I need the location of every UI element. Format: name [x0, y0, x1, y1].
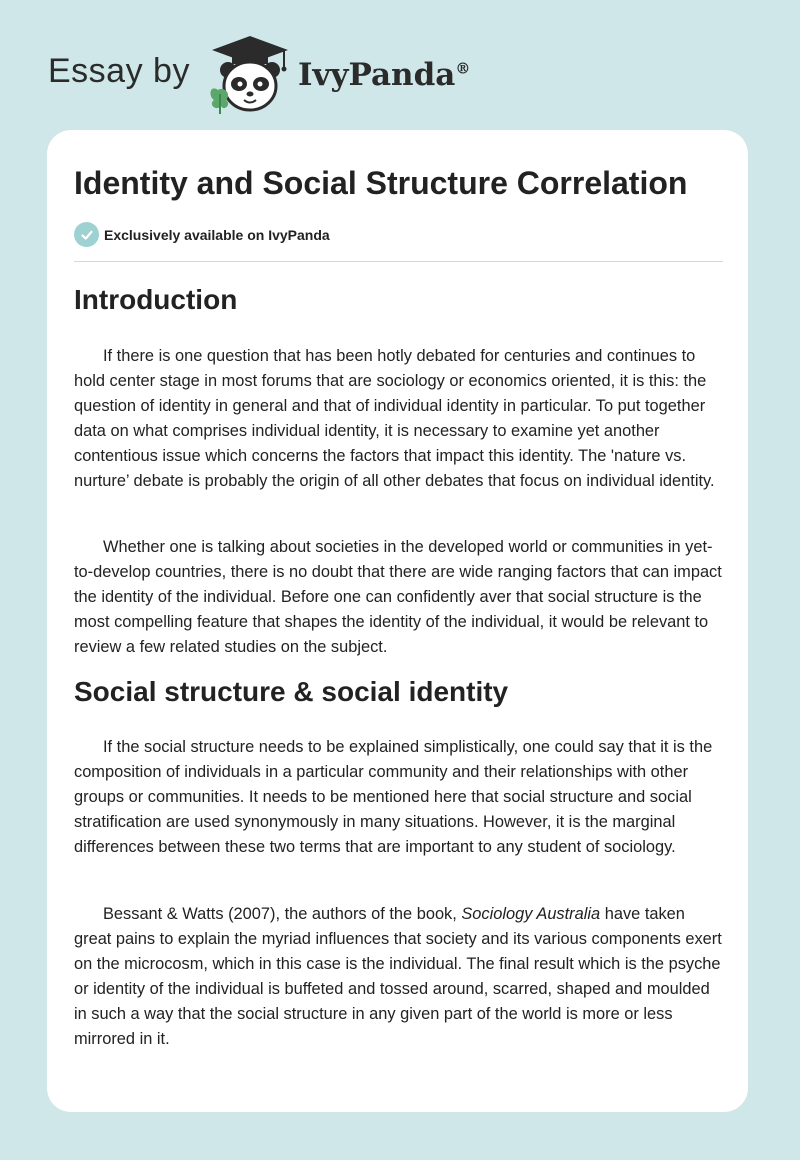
essay-card	[47, 130, 748, 1112]
checkmark-icon	[74, 222, 99, 247]
panda-mascot-icon	[204, 34, 296, 114]
section-heading-introduction: Introduction	[74, 284, 238, 315]
brand-name: IvyPanda®	[297, 57, 471, 93]
paragraph-intro-1: If there is one question that has been hotly debated for centuries and continues to hold center stage in most forums that are sociology or economics oriented, it is this: the question of identity in general and that of individual identity in particular. To put together data on what comprises individual identity, it is necessary to examine yet another contentious issue which concerns the factors that impact this identity. The 'nature vs. nurture’ debate is probably the origin of all other debates that focus on individual identity.	[74, 347, 715, 490]
title-divider	[74, 261, 723, 262]
section-heading-social-structure: Social structure & social identity	[74, 676, 509, 707]
paragraph-social-2: Bessant & Watts (2007), the authors of the book, Sociology Australia have taken great pains to explain the myriad influences that society and its various components exert on the microcosm, which in this case is the individual. The final result which is the psyche or identity of the individual is buffeted and tossed around, scarred, shaped and moulded in such a way that the social structure in any given part of the world is more or less mirrored in it.	[74, 905, 722, 1048]
site-logo[interactable]	[48, 34, 470, 114]
exclusive-badge-label: Exclusively available on IvyPanda	[104, 226, 330, 243]
paragraph-intro-2: Whether one is talking about societies in the developed world or communities in yet-to-develop countries, there is no doubt that there are wide ranging factors that can impact the identity of the individual. Before one can confidently aver that social structure is the most compelling feature that shapes the identity of the individual, it would be relevant to review a few related studies on the subject.	[74, 538, 722, 656]
book-title: Sociology Australia	[461, 905, 601, 923]
paragraph-social-1: If the social structure needs to be explained simplistically, one could say that it is the composition of individuals in a particular community and their relationships with other groups or communities. It needs to be mentioned here that social structure and social stratification are used synonymously in many situations. However, it is the marginal differences between these two terms that are important to any student of sociology.	[74, 738, 713, 856]
exclusive-badge	[74, 222, 330, 247]
essay-by-label: Essay by	[48, 51, 190, 90]
essay-title: Identity and Social Structure Correlation	[74, 165, 688, 201]
